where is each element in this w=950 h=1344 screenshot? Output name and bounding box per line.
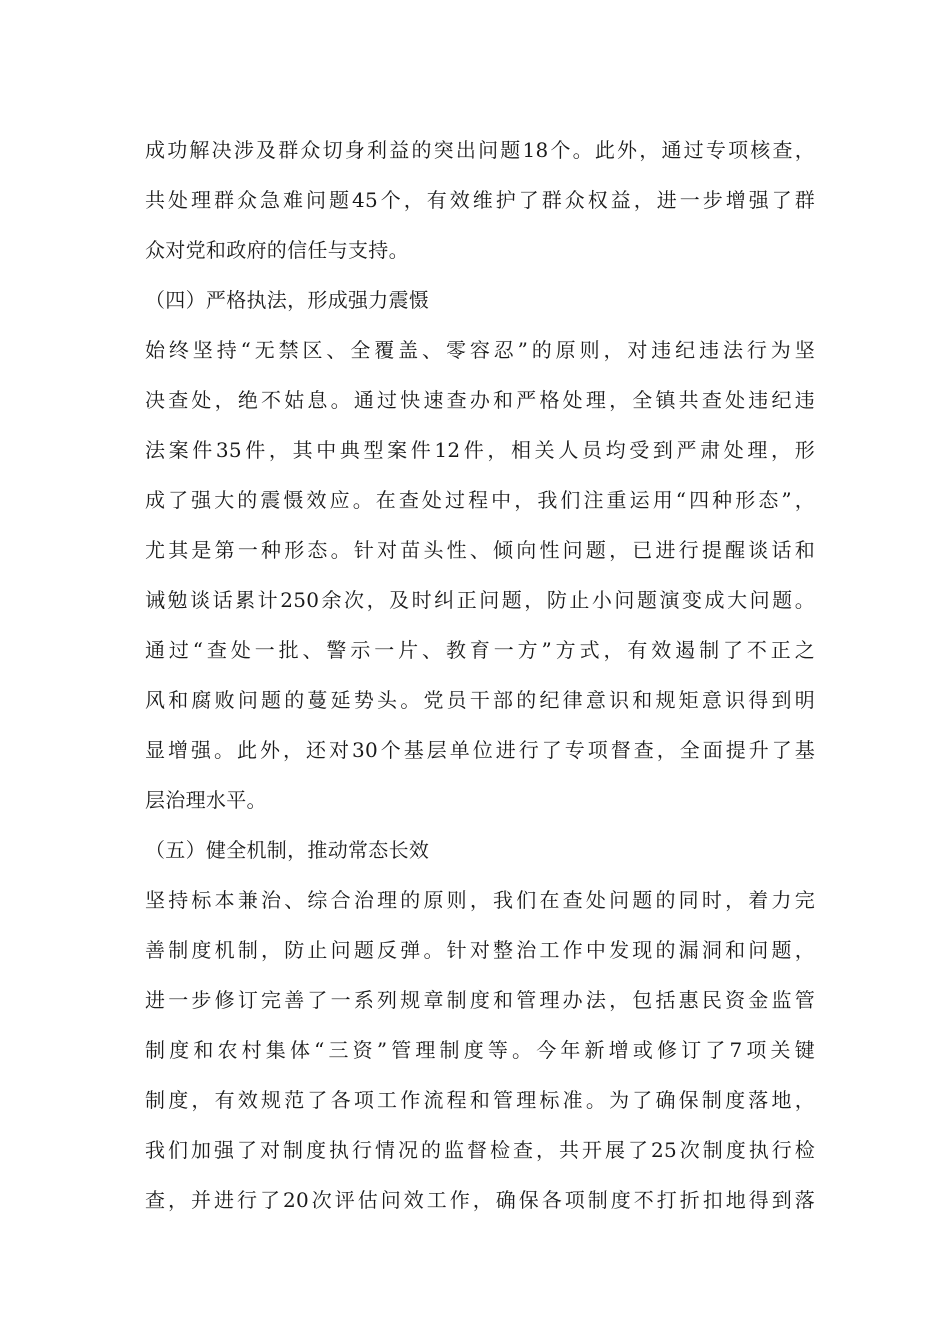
paragraph-line: 通过“查处一批、警示一片、教育一方”方式，有效遏制了不正之	[145, 638, 815, 662]
paragraph-line: 查，并进行了20次评估问效工作，确保各项制度不打折扣地得到落	[145, 1188, 815, 1212]
paragraph-line: 制度和农村集体“三资”管理制度等。今年新增或修订了7项关键	[145, 1038, 815, 1062]
paragraph-line: 法案件35件，其中典型案件12件，相关人员均受到严肃处理，形	[145, 438, 815, 462]
paragraph-line: 尤其是第一种形态。针对苗头性、倾向性问题，已进行提醒谈话和	[145, 538, 815, 562]
paragraph-line: 善制度机制，防止问题反弹。针对整治工作中发现的漏洞和问题，	[145, 938, 815, 962]
paragraph-line: 决查处，绝不姑息。通过快速查办和严格处理，全镇共查处违纪违	[145, 388, 815, 412]
paragraph-line: 我们加强了对制度执行情况的监督检查，共开展了25次制度执行检	[145, 1138, 815, 1162]
paragraph-line: 风和腐败问题的蔓延势头。党员干部的纪律意识和规矩意识得到明	[145, 688, 815, 712]
paragraph-line: 显增强。此外，还对30个基层单位进行了专项督查，全面提升了基	[145, 738, 815, 762]
paragraph-line: 诫勉谈话累计250余次，及时纠正问题，防止小问题演变成大问题。	[145, 588, 815, 612]
paragraph-line: 共处理群众急难问题45个，有效维护了群众权益，进一步增强了群	[145, 188, 815, 212]
paragraph-line: 坚持标本兼治、综合治理的原则，我们在查处问题的同时，着力完	[145, 888, 815, 912]
section-heading-five: （五）健全机制，推动常态长效	[145, 838, 430, 862]
paragraph-line: 成了强大的震慑效应。在查处过程中，我们注重运用“四种形态”，	[145, 488, 815, 512]
paragraph-line: 成功解决涉及群众切身利益的突出问题18个。此外，通过专项核查，	[145, 138, 815, 162]
paragraph-line: 众对党和政府的信任与支持。	[145, 238, 409, 262]
section-heading-four: （四）严格执法，形成强力震慑	[145, 288, 430, 312]
paragraph-line: 进一步修订完善了一系列规章制度和管理办法，包括惠民资金监管	[145, 988, 815, 1012]
paragraph-line: 始终坚持“无禁区、全覆盖、零容忍”的原则，对违纪违法行为坚	[145, 338, 815, 362]
paragraph-line: 层治理水平。	[145, 788, 267, 812]
paragraph-line: 制度，有效规范了各项工作流程和管理标准。为了确保制度落地，	[145, 1088, 815, 1112]
